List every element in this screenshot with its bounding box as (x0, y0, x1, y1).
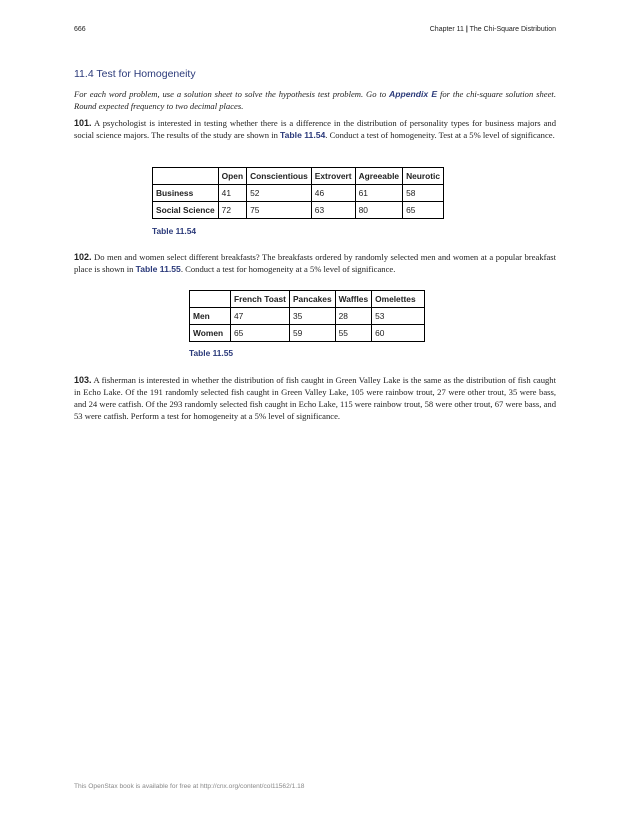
table-cell: 52 (247, 185, 312, 202)
problem-103 (74, 374, 556, 422)
row-header-men: Men (190, 308, 231, 325)
header-cell-extrovert: Extrovert (311, 168, 355, 185)
problem-101 (74, 117, 556, 141)
instructions-paragraph (74, 88, 556, 112)
table-cell: 47 (231, 308, 290, 325)
header-separator: | (465, 26, 468, 33)
row-header-women: Women (190, 325, 231, 342)
table-cell: 46 (311, 185, 355, 202)
row-header-social-science: Social Science (153, 202, 219, 219)
table-cell: 53 (372, 308, 425, 325)
instructions-text-before: For each word problem, use a solution sheet to solve the hypothesis test problem. Go to (74, 89, 390, 99)
problem-number: 102. (74, 252, 92, 262)
table-cell: 65 (403, 202, 444, 219)
problem-102 (74, 251, 556, 275)
table-cell: 35 (289, 308, 335, 325)
table-11-55-link[interactable]: Table 11.55 (135, 264, 181, 274)
chapter-label: Chapter 11 (429, 26, 464, 33)
header-cell-open: Open (218, 168, 246, 185)
table-row (190, 308, 425, 325)
header-cell-empty (190, 291, 231, 308)
table-cell: 72 (218, 202, 246, 219)
instructions-text-after: for the chi-square solution sheet. Round expected frequency to two decimal places. (74, 89, 556, 111)
table-cell: 80 (355, 202, 403, 219)
table-cell: 61 (355, 185, 403, 202)
problem-number: 103. (74, 375, 92, 385)
header-cell-conscientious: Conscientious (247, 168, 312, 185)
problem-text: A fisherman is interested in whether the distribution of fish caught in Green Valley Lake is the same as the distribution of fish caught in Echo Lake. Of the 191 randomly selected fish caught in Green Valley Lake, 105 were rainbow trout, 27 were other trout, 35 were bass, and 24 were catfish. Of the 293 randomly selected fish caught in Echo Lake, 115 were rainbow trout, 58 were other trout, 67 were bass, and 53 were catfish. Perform a test for homogeneity at a 5% level of significance. (74, 375, 556, 421)
header-cell-pancakes: Pancakes (289, 291, 335, 308)
table-11-55-caption: Table 11.55 (189, 348, 234, 358)
table-cell: 41 (218, 185, 246, 202)
table-row (190, 325, 425, 342)
problem-text-before: A psychologist is interested in testing whether there is a difference in the distribution of personality types for business majors and social science majors. The results of the study are shown in (74, 118, 556, 140)
page-footer: This OpenStax book is available for free at http://cnx.org/content/col11562/1.18 (74, 783, 305, 790)
table-11-54-link[interactable]: Table 11.54 (280, 130, 326, 140)
section-title: 11.4 Test for Homogeneity (74, 68, 196, 80)
table-11-55 (189, 290, 425, 342)
table-cell: 58 (403, 185, 444, 202)
header-cell-french-toast: French Toast (231, 291, 290, 308)
table-11-54 (152, 167, 444, 219)
table-cell: 55 (335, 325, 371, 342)
header-cell-waffles: Waffles (335, 291, 371, 308)
table-11-54-caption: Table 11.54 (152, 226, 197, 236)
problem-text-after: . Conduct a test of homogeneity. Test at a 5% level of significance. (325, 130, 555, 140)
header-cell-agreeable: Agreeable (355, 168, 403, 185)
problem-number: 101. (74, 118, 92, 128)
table-header-row (190, 291, 425, 308)
problem-text-before: Do men and women select different breakfasts? The breakfasts ordered by randomly selected men and women at a popular breakfast place is shown in (74, 252, 556, 274)
table-cell: 28 (335, 308, 371, 325)
appendix-e-link[interactable]: Appendix E (389, 89, 438, 99)
table-row (153, 185, 444, 202)
running-header (430, 26, 556, 33)
page-number: 666 (74, 26, 86, 33)
table-row (153, 202, 444, 219)
table-cell: 75 (247, 202, 312, 219)
header-cell-neurotic: Neurotic (403, 168, 444, 185)
table-cell: 63 (311, 202, 355, 219)
header-cell-omelettes: Omelettes (372, 291, 425, 308)
table-header-row (153, 168, 444, 185)
table-cell: 60 (372, 325, 425, 342)
table-cell: 59 (289, 325, 335, 342)
row-header-business: Business (153, 185, 219, 202)
problem-text-after: . Conduct a test for homogeneity at a 5% level of significance. (180, 264, 396, 274)
chapter-title: The Chi-Square Distribution (469, 26, 556, 33)
header-cell-empty (153, 168, 219, 185)
table-cell: 65 (231, 325, 290, 342)
